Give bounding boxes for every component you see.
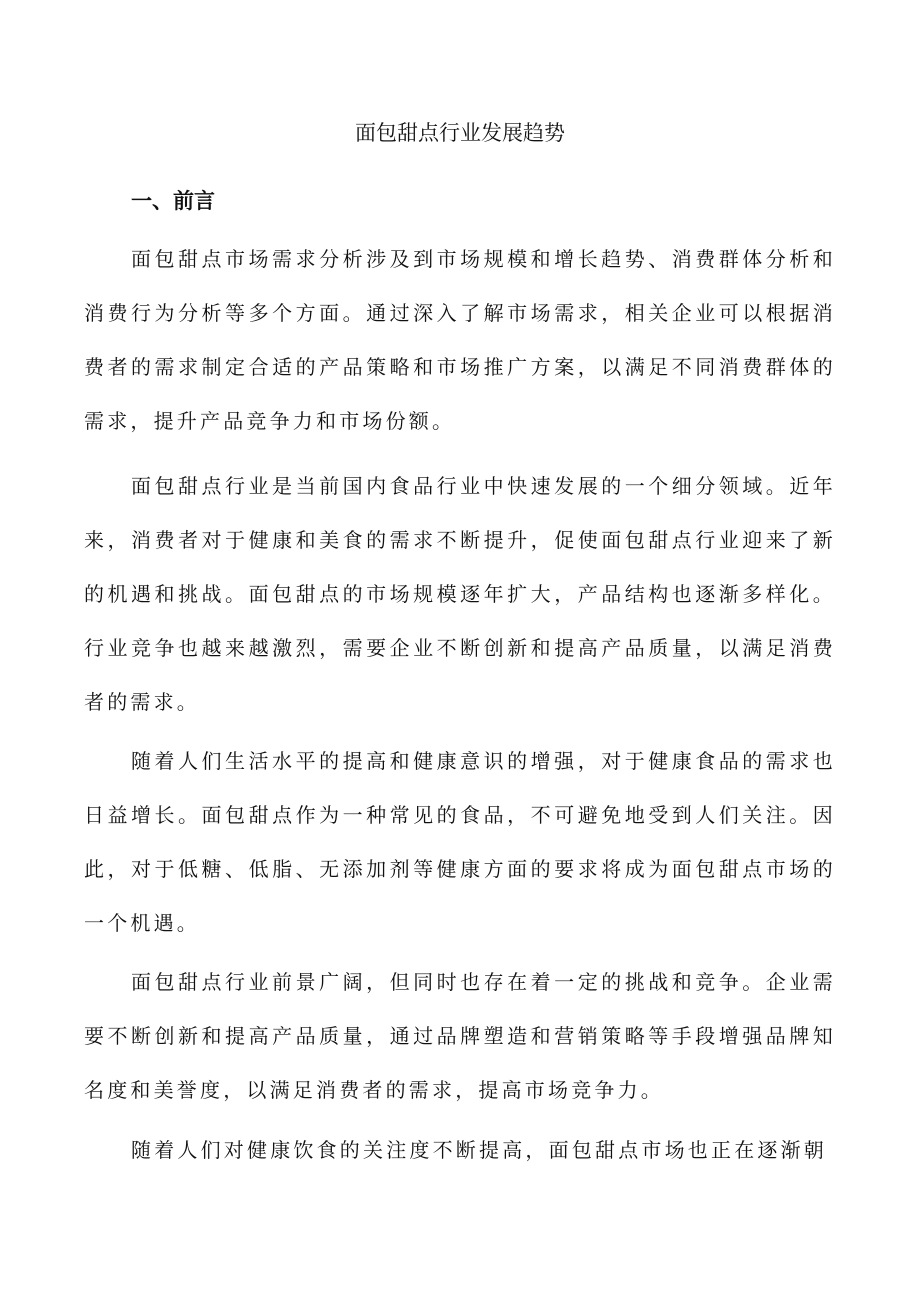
section-heading: 一、前言 — [131, 189, 215, 213]
paragraph: 面包甜点市场需求分析涉及到市场规模和增长趋势、消费群体分析和消费行为分析等多个方面。通过深入了解市场需求，相关企业可以根据消费者的需求制定合适的产品策略和市场推广方案，以满足不同消费群体的需求，提升产品竞争力和市场份额。 — [84, 247, 836, 433]
paragraph: 随着人们对健康饮食的关注度不断提高，面包甜点市场也正在逐渐朝 — [131, 1138, 827, 1162]
paragraph: 随着人们生活水平的提高和健康意识的增强，对于健康食品的需求也日益增长。面包甜点作为一种常见的食品，不可避免地受到人们关注。因此，对于低糖、低脂、无添加剂等健康方面的要求将成为面包甜点市场的一个机遇。 — [84, 749, 836, 935]
paragraph: 面包甜点行业前景广阔，但同时也存在着一定的挑战和竞争。企业需要不断创新和提高产品质量，通过品牌塑造和营销策略等手段增强品牌知名度和美誉度，以满足消费者的需求，提高市场竞争力。 — [84, 970, 836, 1102]
paragraph: 面包甜点行业是当前国内食品行业中快速发展的一个细分领域。近年来，消费者对于健康和美食的需求不断提升，促使面包甜点行业迎来了新的机遇和挑战。面包甜点的市场规模逐年扩大，产品结构也逐渐多样化。行业竞争也越来越激烈，需要企业不断创新和提高产品质量，以满足消费者的需求。 — [84, 474, 836, 714]
document-title: 面包甜点行业发展趋势 — [355, 121, 565, 145]
